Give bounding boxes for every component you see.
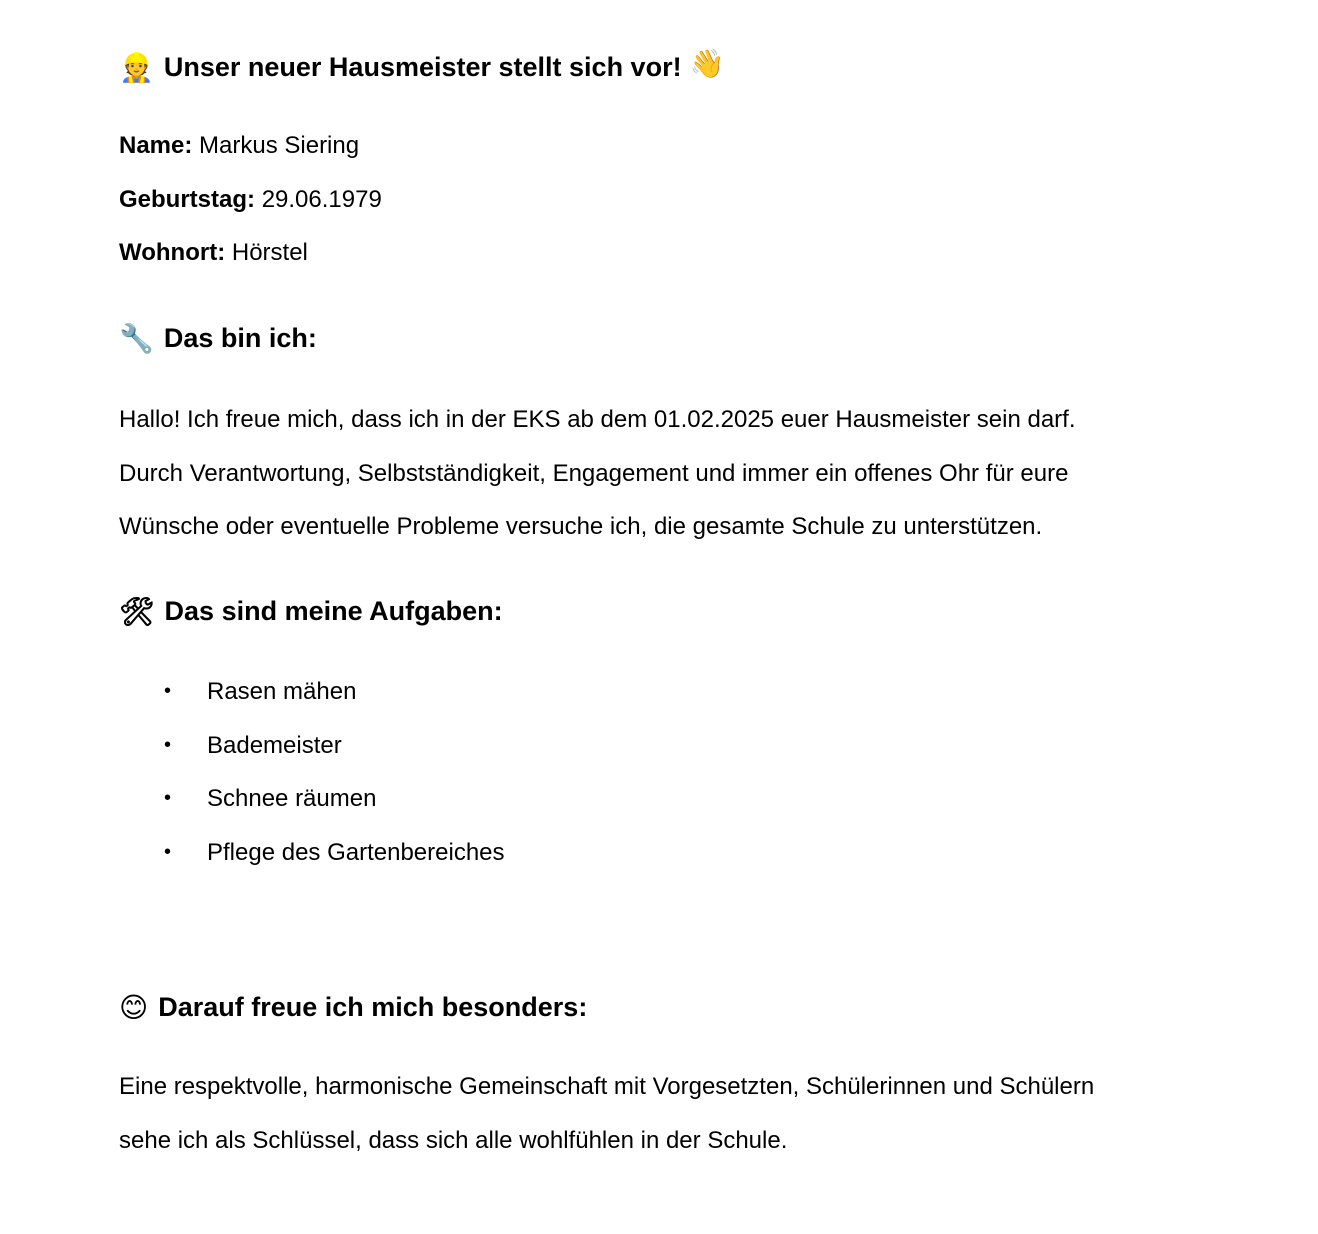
bullet-icon: • (164, 733, 172, 756)
page-title (119, 47, 725, 83)
about-heading-text: Das bin ich: (163, 323, 317, 353)
list-item-text: Schnee räumen (207, 785, 377, 812)
construction-worker-icon: 👷 (119, 51, 154, 83)
about-line: Durch Verantwortung, Selbstständigkeit, Engagement und immer ein offenes Ohr für eure (119, 459, 1069, 487)
list-item-text: Pflege des Gartenbereiches (207, 838, 505, 866)
tasks-heading (119, 596, 503, 627)
list-item-text: Rasen mähen (207, 678, 357, 705)
birthday-value: 29.06.1979 (261, 186, 382, 213)
bullet-icon: • (164, 787, 172, 809)
looking-forward-line: Eine respektvolle, harmonische Gemeinschaft mit Vorgesetzten, Schülerinnen und Schülern (119, 1073, 1095, 1100)
residence-field (119, 239, 308, 267)
about-line: Hallo! Ich freue mich, dass ich in der EKS ab dem 01.02.2025 euer Hausmeister sein darf. (119, 406, 1076, 433)
list-item-text: Bademeister (207, 731, 342, 759)
about-paragraph (119, 393, 1239, 554)
list-item (119, 665, 505, 719)
looking-forward-line: sehe ich als Schlüssel, dass sich alle wohlfühlen in der Schule. (119, 1126, 788, 1154)
name-value: Markus Siering (199, 132, 360, 159)
about-heading (119, 323, 317, 354)
page-title-text: Unser neuer Hausmeister stellt sich vor! (163, 52, 682, 82)
waving-hand-icon: 👋 (689, 47, 725, 79)
list-item (119, 772, 505, 826)
about-line: Wünsche oder eventuelle Probleme versuche ich, die gesamte Schule zu unterstützen. (119, 513, 1043, 540)
list-item (119, 719, 505, 773)
list-item (119, 826, 505, 880)
residence-label: Wohnort: (119, 239, 226, 266)
birthday-label: Geburtstag: (119, 186, 256, 213)
looking-forward-paragraph (119, 1060, 1239, 1167)
bullet-icon: • (164, 680, 172, 702)
bullet-icon: • (164, 840, 172, 863)
hammer-and-wrench-icon: 🛠 (119, 595, 155, 627)
wrench-icon: 🔧 (119, 322, 154, 354)
residence-value: Hörstel (231, 239, 308, 266)
smiling-face-icon: 😊 (119, 991, 149, 1023)
looking-forward-heading (119, 992, 587, 1023)
name-field (119, 132, 359, 160)
tasks-heading-text: Das sind meine Aufgaben: (164, 596, 503, 626)
tasks-list (119, 665, 505, 879)
birthday-field (119, 186, 382, 214)
name-label: Name: (119, 132, 193, 159)
looking-forward-heading-text: Darauf freue ich mich besonders: (158, 992, 588, 1022)
